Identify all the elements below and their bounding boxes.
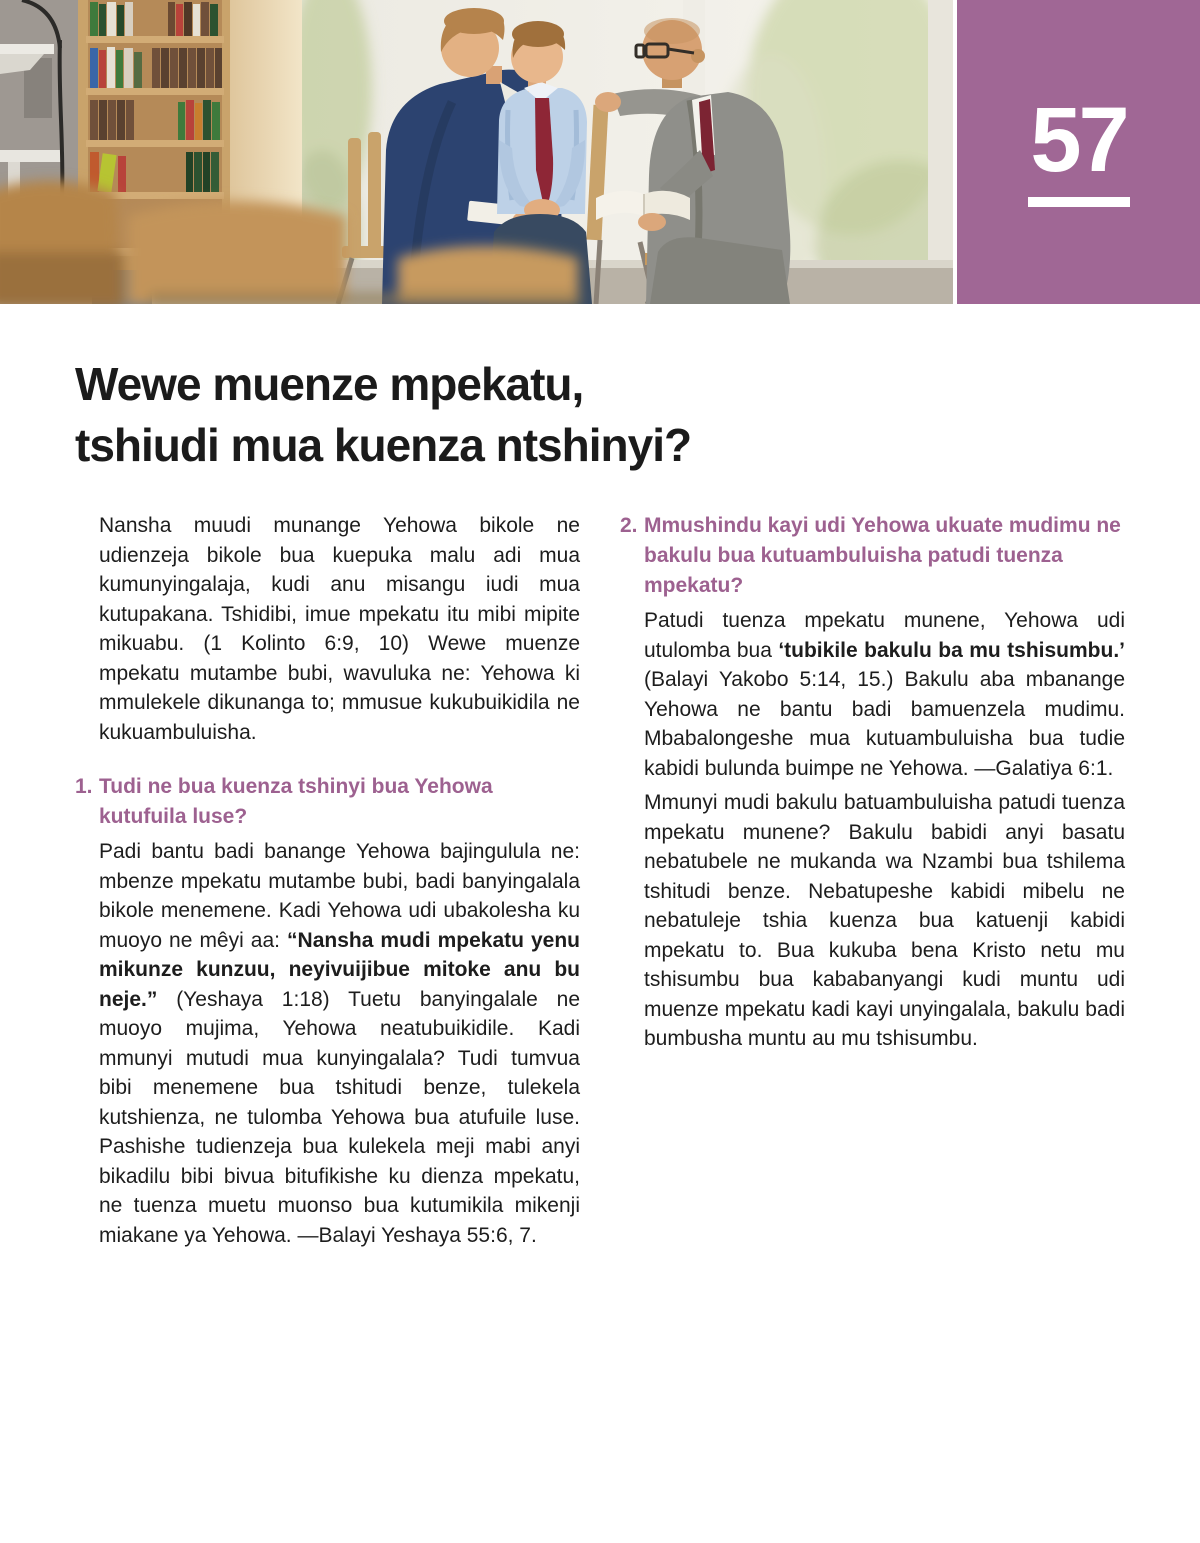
question-2-heading (620, 511, 1125, 601)
page-header (0, 0, 1200, 304)
article-body (0, 511, 1200, 1250)
hero-photo-illustration (0, 0, 953, 304)
question-2-number: 2. (620, 514, 638, 537)
question-2-text: Mmushindu kayi udi Yehowa ukuate mudimu ne bakulu bua kutuambuluisha patudi tuenza mpekatu? (644, 514, 1121, 597)
page-title-line-2: tshiudi mua kuenza ntshinyi? (75, 419, 692, 471)
lesson-number-underline (1028, 197, 1130, 207)
question-2-paragraph-1 (644, 606, 1125, 783)
page-content (0, 304, 1200, 1250)
page-title (75, 354, 1125, 476)
page-title-line-1: Wewe muenze mpekatu, (75, 358, 584, 410)
intro-paragraph: Nansha muudi munange Yehowa bikole ne udienzeja bikole bua kuepuka malu adi mua kumunyingalaja, kudi anu misangu iudi mua kutupakana. Tshidibi, imue mpekatu itu mibi mipite mikuabu. (1 Kolinto 6:9, 10) Wewe muenze mpekatu mutambe bubi, wavuluka ne: Yehowa ki mmulekele dikunanga to; mmusue kukubuikidila ne kukuambuluisha. (99, 514, 580, 744)
q1-scripture-quote: “Nansha mudi mpekatu yenu mikunze kunzuu, neyivuijibue mitoke anu bu neje.” (99, 928, 580, 1011)
lesson-number: 57 (1030, 89, 1127, 191)
hero-photo (0, 0, 953, 304)
q2-scripture-quote: ‘tubikile bakulu ba mu tshisumbu.’ (778, 638, 1125, 662)
q1-paragraph-text-cont: (Yeshaya 1:18) Tuetu banyingalale ne muoyo mujima, Yehowa neatubuikidile. Kadi mmunyi mutudi mua kunyingalala? Tudi tumvua bibi menemene bua tshitudi benze, tulekela kutshienza, ne tulomba Yehowa bua atufuile luse. Pashishe tudienzeja bua kulekela meji mabi anyi bikadilu bibi bivua bitufikishe ku dienza mpekatu, ne tuenza muetu muonso bua kutumikila mikenji miakane ya Yehowa. —Balayi Yeshaya 55:6, 7. (99, 987, 580, 1247)
window-frame-right (928, 0, 953, 304)
question-1-heading (75, 772, 580, 832)
question-1-text: Tudi ne bua kuenza tshinyi bua Yehowa kutufuila luse? (99, 775, 493, 828)
question-1-paragraph (99, 837, 580, 1250)
question-1-number: 1. (75, 775, 93, 798)
right-column (620, 511, 1125, 1250)
lesson-number-badge (957, 0, 1200, 304)
q1-paragraph-text: Padi bantu badi banange Yehowa bajingulula ne: mbenze mpekatu mutambe bubi, badi banyingalala bikole menemene. Kadi Yehowa udi ubakolesha ku muoyo ne mêyi aa: (99, 840, 580, 952)
q2-paragraph-1-text-cont: (Balayi Yakobo 5:14, 15.) Bakulu aba mbanange Yehowa ne bantu badi bamuenzela mudimu. Mbabalongeshe mua kutuambuluisha bua tudie kabidi bulunda buimpe ne Yehowa. —Galatiya 6:1. (644, 668, 1125, 780)
left-column (75, 511, 580, 1250)
side-table (0, 150, 64, 162)
wall-shelf (0, 44, 54, 54)
q2-paragraph-1-text: Patudi tuenza mpekatu munene, Yehowa udi utulomba bua (644, 609, 1125, 662)
question-2-paragraph-2: Mmunyi mudi bakulu batuambuluisha patudi tuenza mpekatu munene? Bakulu babidi anyi basatu nebatubele ne mukanda wa Nzambi bua tshilema tshitudi benze. Nebatupeshe kabidi mibelu ne nebatuleje tshia kuenza bua katuenji kabidi mpekatu to. Bua kukuba bena Kristo netu mu tshisumbu bua kababanyangi kudi muntu udi muenze mpekatu kadi kayi unyingalala, bakulu badi bumbusha muntu au mu tshisumbu. (644, 791, 1125, 1050)
